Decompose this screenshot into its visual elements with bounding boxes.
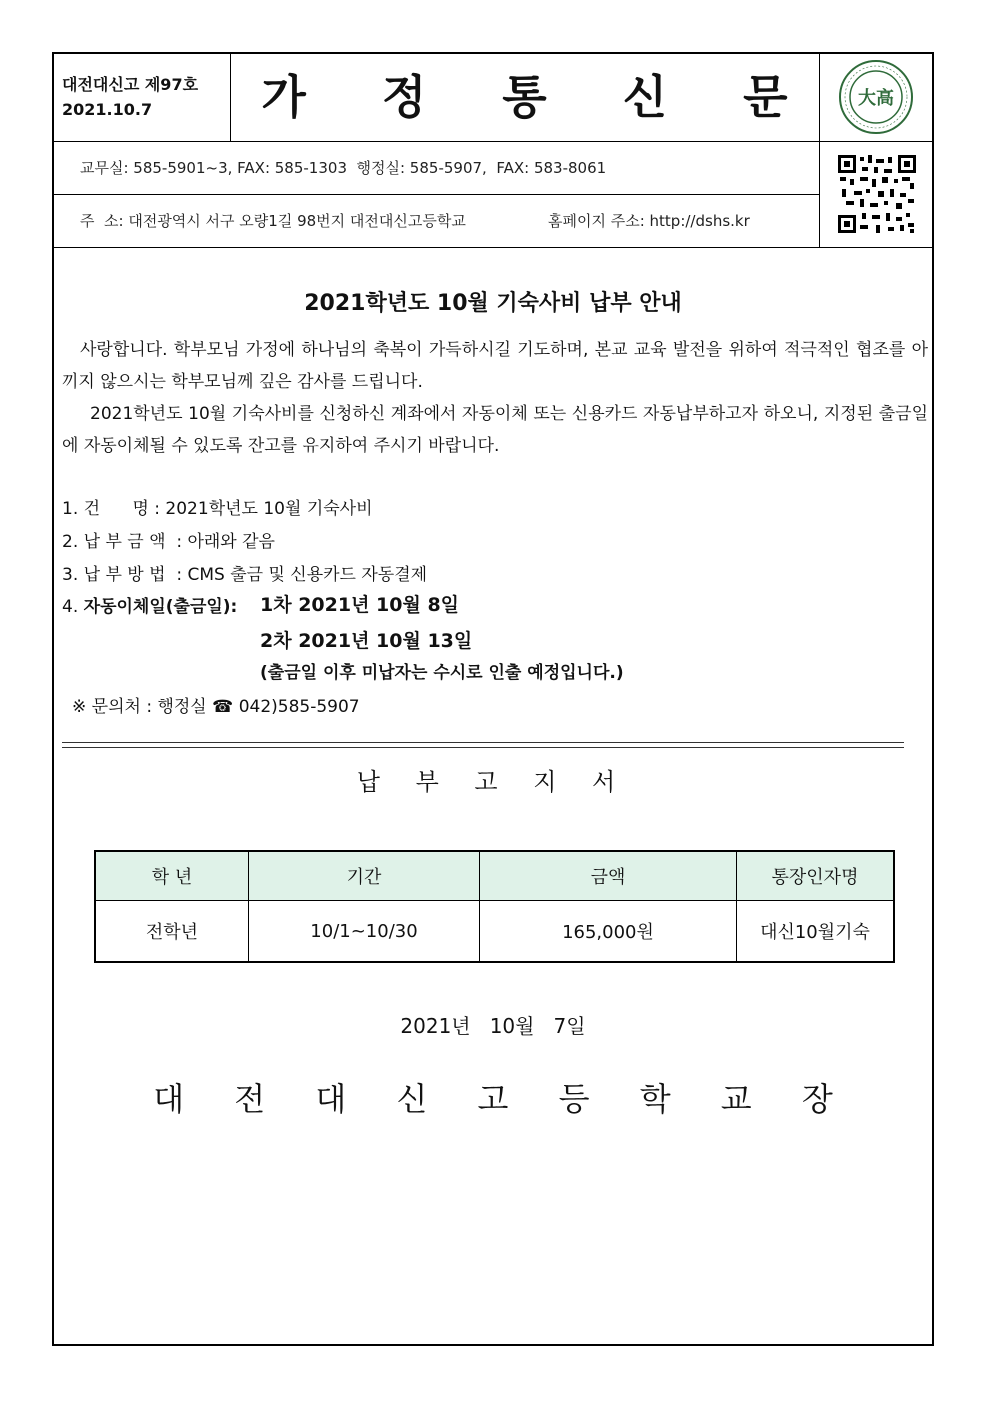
table-row <box>95 901 894 963</box>
divider <box>62 742 904 748</box>
instruction-paragraph: 2021학년도 10월 기숙사비를 신청하신 계좌에서 자동이체 또는 신용카드 자동납부하고자 하오니, 지정된 출금일에 자동이체될 수 있도록 잔고를 유지하여 주시기 바랍니다. <box>62 404 928 456</box>
cell-grade: 전학년 <box>95 901 249 963</box>
col-grade: 학 년 <box>95 851 249 901</box>
debit-note: (출금일 이후 미납자는 수시로 인출 예정입니다.) <box>260 663 624 683</box>
issue-date: 2021.10.7 <box>62 100 153 119</box>
greeting-paragraph: 사랑합니다. 학부모님 가정에 하나님의 축복이 가득하시길 기도하며, 본교 교육 발전을 위하여 적극적인 협조를 아끼지 않으시는 학부모님께 깊은 감사를 드립니다. <box>62 340 928 392</box>
item-subject: 1. 건 명 : 2021학년도 10월 기숙사비 <box>62 499 373 519</box>
document-title: 2021학년도 10월 기숙사비 납부 안내 <box>304 291 682 316</box>
issue-date-footer: 2021년 10월 7일 <box>400 1014 586 1038</box>
document-frame <box>52 52 934 1346</box>
payment-table <box>94 850 895 963</box>
address-info: 주 소: 대전광역시 서구 오량1길 98번지 대전대신고등학교 <box>80 212 466 230</box>
school-emblem-icon <box>820 54 933 141</box>
debit-second: 2차 2021년 10월 13일 <box>260 630 473 652</box>
cell-period: 10/1~10/30 <box>249 901 480 963</box>
cell-account-name: 대신10월기숙 <box>737 901 895 963</box>
item-debit-label: 자동이체일(출금일): <box>83 597 238 617</box>
cell-amount: 165,000원 <box>480 901 737 963</box>
homepage-info: 홈페이지 주소: http://dshs.kr <box>548 212 750 230</box>
qr-code-icon <box>820 142 932 247</box>
svg-text:大高: 大高 <box>858 88 894 109</box>
contact-info: 교무실: 585-5901~3, FAX: 585-1303 행정실: 585-5907, FAX: 583-8061 <box>80 159 607 177</box>
newsletter-title: 가 정 통 신 문 <box>261 70 818 124</box>
item-method: 3. 납 부 방 법 : CMS 출금 및 신용카드 자동결제 <box>62 565 428 585</box>
payment-notice-title: 납 부 고 지 서 <box>356 768 630 796</box>
debit-first: 1차 2021년 10월 8일 <box>260 594 460 616</box>
address-row <box>54 195 820 248</box>
issue-box <box>54 54 231 141</box>
item-amount: 2. 납 부 금 액 : 아래와 같음 <box>62 532 275 552</box>
item-debit-number: 4. <box>62 597 79 617</box>
item-debit-date <box>62 592 237 617</box>
qr-code-cell <box>820 142 932 248</box>
col-period: 기간 <box>249 851 480 901</box>
contact-row <box>54 142 820 195</box>
inquiry-line: ※ 문의처 : 행정실 ☎ 042)585-5907 <box>72 697 360 717</box>
col-amount: 금액 <box>480 851 737 901</box>
col-account-name: 통장인자명 <box>737 851 895 901</box>
school-logo <box>819 54 933 141</box>
issue-number: 대전대신고 제97호 <box>62 75 199 94</box>
principal-signature: 대 전 대 신 고 등 학 교 장 <box>153 1080 853 1118</box>
table-header-row <box>95 851 894 901</box>
header-row <box>54 54 932 142</box>
